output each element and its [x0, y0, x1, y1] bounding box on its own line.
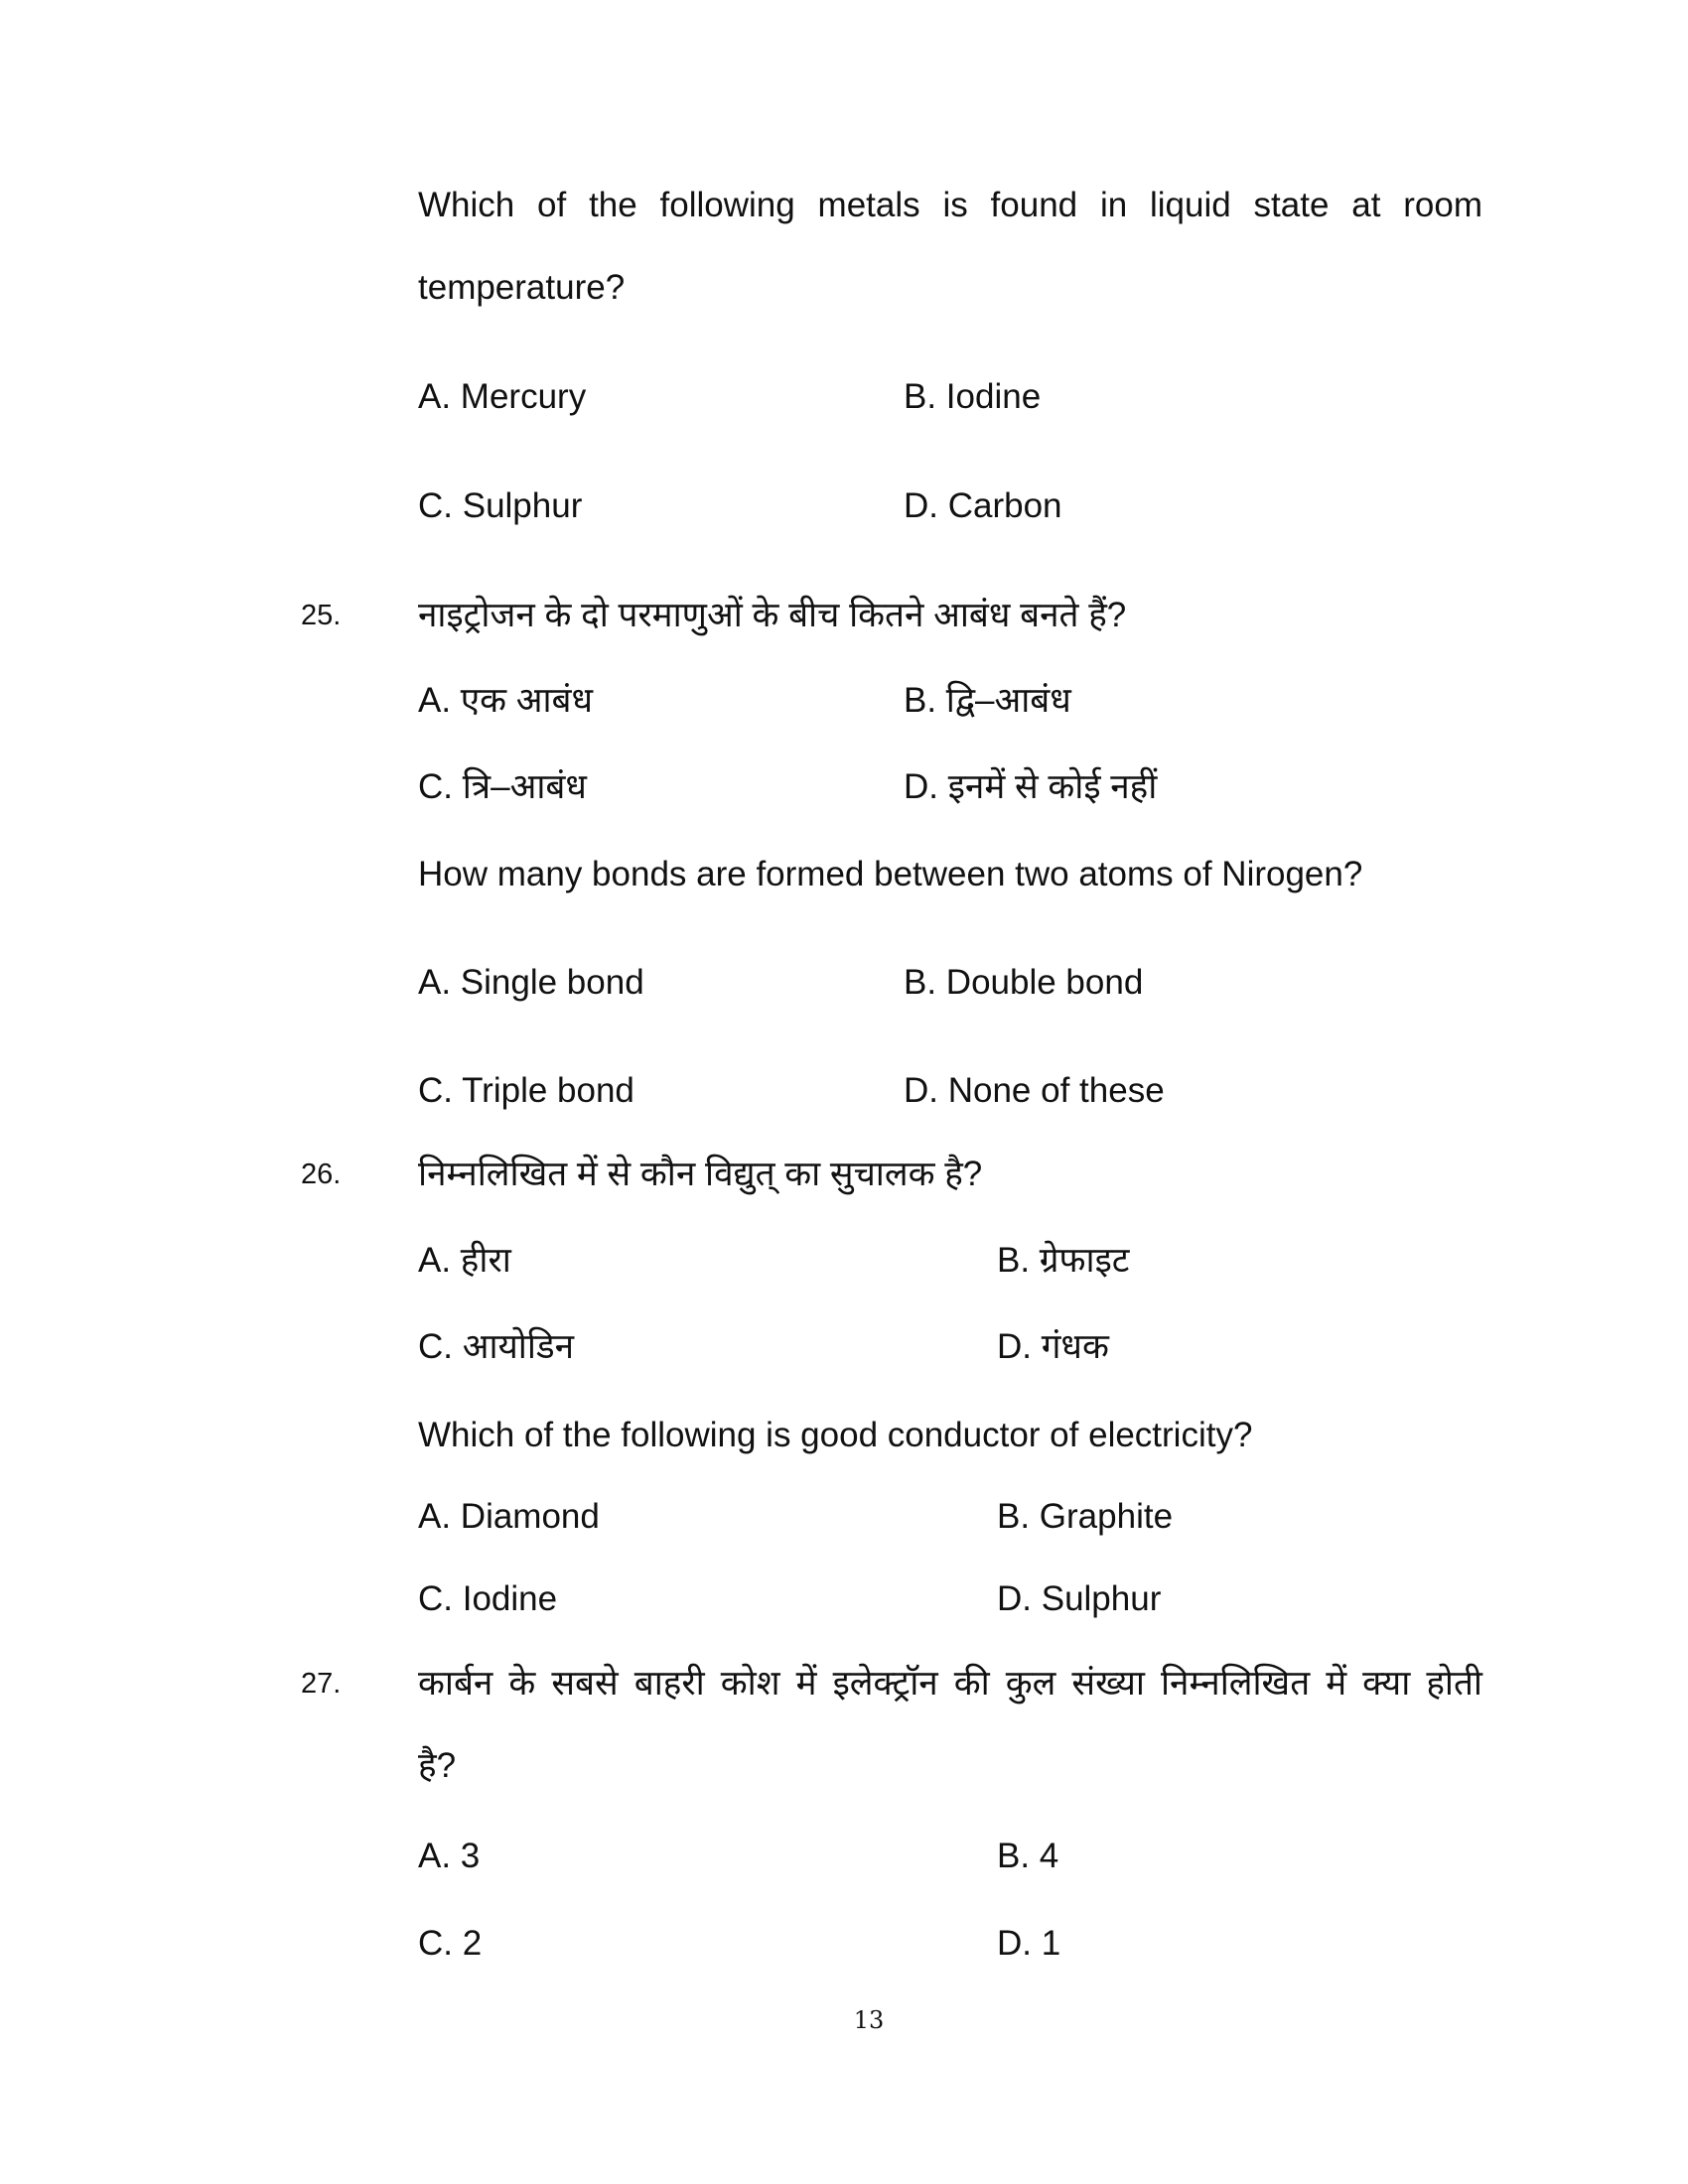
- option-27-a: A. 3: [418, 1837, 481, 1875]
- question-26-english: Which of the following is good conductor of electricity?: [418, 1416, 1253, 1454]
- option-26-d: D. Sulphur: [997, 1579, 1162, 1618]
- question-number-27: 27.: [301, 1668, 342, 1700]
- option-24-a: A. Mercury: [418, 377, 587, 416]
- option-25-d: D. None of these: [904, 1071, 1165, 1110]
- question-27-hindi-line2: है?: [418, 1746, 457, 1785]
- option-27-b: B. 4: [997, 1837, 1059, 1875]
- option-26-hindi-c: C. आयोडिन: [418, 1327, 575, 1366]
- option-26-hindi-d: D. गंधक: [997, 1327, 1109, 1366]
- option-26-b: B. Graphite: [997, 1497, 1174, 1536]
- option-25-a: A. Single bond: [418, 963, 644, 1002]
- option-26-c: C. Iodine: [418, 1579, 558, 1618]
- page-number: 13: [853, 2006, 885, 2034]
- question-number-25: 25.: [301, 600, 342, 631]
- question-25-hindi: नाइट्रोजन के दो परमाणुओं के बीच कितने आबंध बनते हैं?: [418, 596, 1127, 634]
- question-26-hindi: निम्नलिखित में से कौन विद्युत् का सुचालक है?: [418, 1155, 983, 1193]
- option-24-b: B. Iodine: [904, 377, 1042, 416]
- option-25-b: B. Double bond: [904, 963, 1144, 1002]
- option-26-hindi-a: A. हीरा: [418, 1241, 511, 1280]
- option-25-hindi-c: C. त्रि–आबंध: [418, 767, 587, 806]
- option-25-hindi-a: A. एक आबंध: [418, 681, 594, 720]
- option-27-d: D. 1: [997, 1924, 1061, 1963]
- option-26-hindi-b: B. ग्रेफाइट: [997, 1241, 1130, 1280]
- question-24-english-line1: Which of the following metals is found in liquid state at room: [418, 186, 1482, 224]
- option-27-c: C. 2: [418, 1924, 483, 1963]
- option-26-a: A. Diamond: [418, 1497, 600, 1536]
- option-25-c: C. Triple bond: [418, 1071, 634, 1110]
- option-25-hindi-d: D. इनमें से कोई नहीं: [904, 767, 1158, 806]
- question-number-26: 26.: [301, 1159, 342, 1190]
- question-25-english: How many bonds are formed between two atoms of Nirogen?: [418, 855, 1363, 893]
- option-24-d: D. Carbon: [904, 486, 1062, 525]
- option-25-hindi-b: B. द्वि–आबंध: [904, 681, 1071, 720]
- question-24-english-line2: temperature?: [418, 268, 626, 307]
- option-24-c: C. Sulphur: [418, 486, 583, 525]
- question-27-hindi-line1: कार्बन के सबसे बाहरी कोश में इलेक्ट्रॉन की कुल संख्या निम्नलिखित में क्या होती: [418, 1664, 1482, 1703]
